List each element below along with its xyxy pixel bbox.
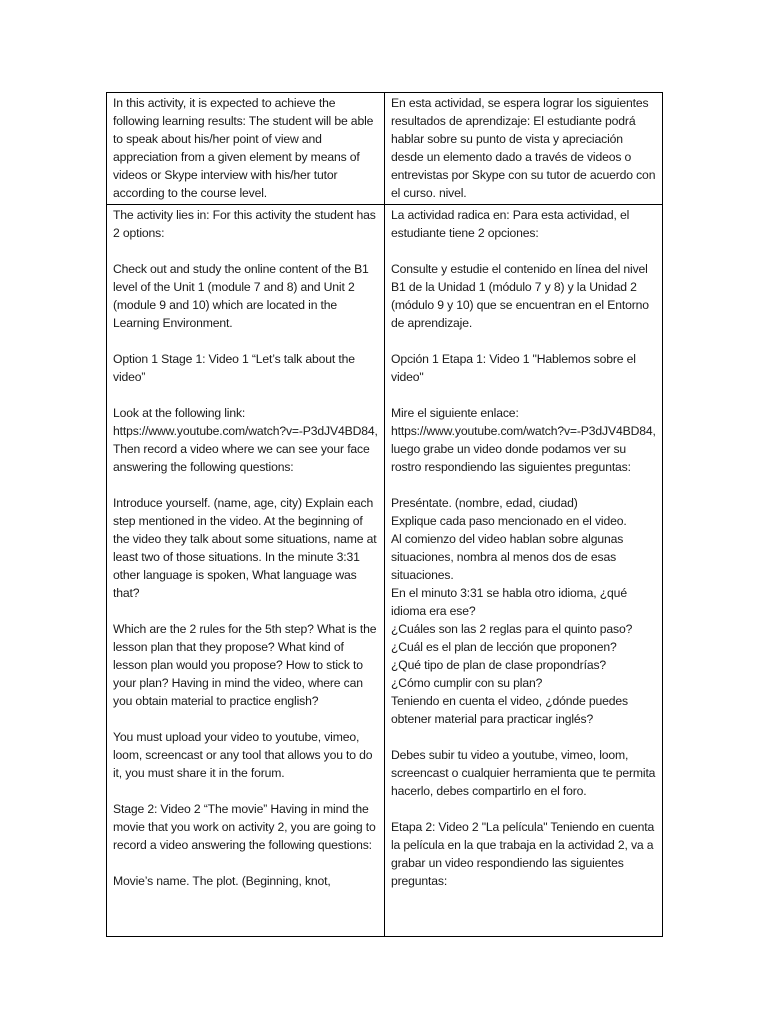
table-row (107, 205, 663, 937)
english-paragraph: Introduce yourself. (name, age, city) Explain each step mentioned in the video. At the beginning of the video they talk about some situations, name at least two of those situations. In the minute 3:31 other language is spoken, What language was that? (113, 496, 377, 600)
english-paragraph: Stage 2: Video 2 “The movie” Having in mind the movie that you work on activity 2, you are going to record a video answering the following questions: (113, 802, 376, 852)
english-objectives-cell (107, 93, 385, 205)
english-paragraph: Check out and study the online content of the B1 level of the Unit 1 (module 7 and 8) and Unit 2 (module 9 and 10) which are located in the Learning Environment. (113, 262, 369, 330)
english-objectives-text: In this activity, it is expected to achieve the following learning results: The student will be able to speak about his/her point of view and appreciation from a given element by means of videos or Skype interview with his/her tutor according to the course level. (113, 96, 374, 200)
english-paragraph: Movie’s name. The plot. (Beginning, knot, (113, 874, 331, 888)
english-paragraph: The activity lies in: For this activity the student has 2 options: (113, 208, 376, 240)
spanish-paragraph: La actividad radica en: Para esta actividad, el estudiante tiene 2 opciones: (391, 208, 630, 240)
spanish-paragraph: Consulte y estudie el contenido en línea del nivel B1 de la Unidad 1 (módulo 7 y 8) y la Unidad 2 (módulo 9 y 10) que se encuentran en el Entorno de aprendizaje. (391, 262, 649, 330)
spanish-instructions-cell (385, 205, 663, 937)
spanish-paragraph: Debes subir tu video a youtube, vimeo, loom, screencast o cualquier herramienta que te permita hacerlo, debes compartirlo en el foro. (391, 748, 656, 798)
english-paragraph: You must upload your video to youtube, vimeo, loom, screencast or any tool that allows you to do it, you must share it in the forum. (113, 730, 373, 780)
spanish-paragraph: Preséntate. (nombre, edad, ciudad) Explique cada paso mencionado en el video. Al comienzo del video hablan sobre algunas situaciones, nombra al menos dos de esas situaciones. En el minuto 3:31 se habla otro idioma, ¿qué idioma era ese? ¿Cuáles son las 2 reglas para el quinto paso? ¿Cuál es el plan de lección que proponen? ¿Qué tipo de plan de clase propondrías? ¿Cómo cumplir con su plan? Teniendo en cuenta el video, ¿dónde puedes obtener material para practicar inglés? (391, 496, 633, 726)
spanish-objectives-cell (385, 93, 663, 205)
english-paragraph: Which are the 2 rules for the 5th step? What is the lesson plan that they propose? What kind of lesson plan would you propose? How to stick to your plan? Having in mind the video, where can you obtain material to practice english? (113, 622, 377, 708)
spanish-paragraph: Mire el siguiente enlace: https://www.youtube.com/watch?v=-P3dJV4BD84, luego grabe un video donde podamos ver su rostro respondiendo las siguientes preguntas: (391, 406, 656, 474)
english-instructions (113, 206, 379, 890)
spanish-objectives-text: En esta actividad, se espera lograr los siguientes resultados de aprendizaje: El estudiante podrá hablar sobre su punto de vista y apreciación desde un elemento dado a través de videos o entrevistas por Skype con su tutor de acuerdo con el curso. nivel. (391, 96, 656, 200)
english-paragraph: Look at the following link: https://www.youtube.com/watch?v=-P3dJV4BD84, Then record a video where we can see your face answering the following questions: (113, 406, 378, 474)
english-paragraph: Option 1 Stage 1: Video 1 “Let’s talk about the video” (113, 352, 355, 384)
spanish-paragraph: Etapa 2: Video 2 "La película" Teniendo en cuenta la película en la que trabaja en la actividad 2, va a grabar un video respondiendo las siguientes preguntas: (391, 820, 655, 888)
english-instructions-cell (107, 205, 385, 937)
spanish-instructions (391, 206, 657, 890)
bilingual-activity-table (106, 92, 663, 937)
spanish-paragraph: Opción 1 Etapa 1: Video 1 "Hablemos sobre el video" (391, 352, 636, 384)
table-row (107, 93, 663, 205)
